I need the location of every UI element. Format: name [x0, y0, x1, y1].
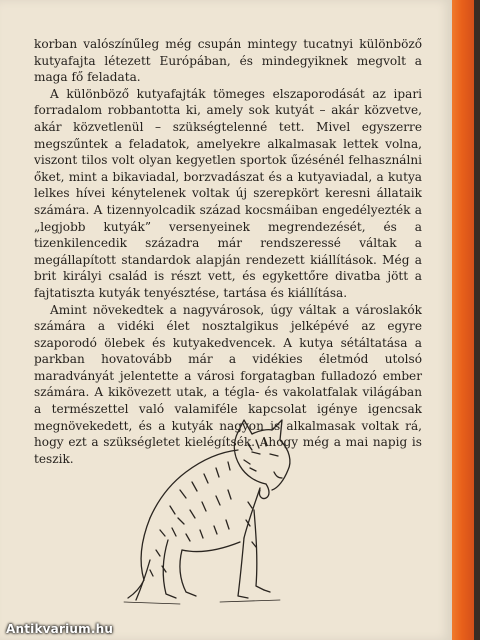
book-cover-edge — [452, 0, 474, 640]
paragraph-3: Amint növekedtek a nagyvárosok, úgy váltak a városlakók számára a vidéki élet nosztalgikus jelképévé az egyre szaporodó ölebek és kutyakedvencek. A kutya sétáltatása a parkban hovatovább már a vidékies életmód utolsó maradványát jelentette a városi forgatagban fulladozó ember számára. A kikövezett utak, a tégla- és vakolatfalak világában a természettel való valamiféle kapcsolat igénye igencsak megnövekedett, és a kutyák nagyon is alkalmasak voltak rá, hogy ezt a szükségletet kielégítsék. Ahogy még a mai napig is teszik. — [34, 302, 422, 466]
body-text — [34, 36, 422, 467]
watermark: Antikvarium.hu — [6, 622, 114, 636]
wolf-dog-sketch-icon — [120, 410, 320, 610]
paragraph-1: korban valószínűleg még csupán mintegy tucatnyi különböző kutyafajta létezett Európában, és mindegyiknek megvolt a maga fő feladata. — [34, 37, 422, 85]
background-edge — [474, 0, 480, 640]
paragraph-2: A különböző kutyafajták tömeges elszaporodását az ipari forradalom robbantotta ki, amely sok kutyát – akár közvetve, akár közvetlenül – szükségtelenné tett. Mivel egyszerre megszűntek a feladatok, amelyekre alkalmasak lettek volna, viszont tilos volt olyan kegyetlen sportok űzésénél felhasználni őket, mint a bikaviadal, borzvadászat és a kutyaviadal, a kutya lelkes hívei kénytelenek voltak új szerepkört keresni állataik számára. A tizennyolcadik század kocsmáiban engedélyezték a „legjobb kutyák” versenyeinek megrendezését, és a tizenkilencedik századra már rendszeressé váltak a megállapított standardok alapján rendezett kiállítások. Még a brit királyi család is részt vett, és egykettőre divatba jött a fajtatiszta kutyák tenyésztése, tartása és kiállítása. — [34, 86, 422, 300]
